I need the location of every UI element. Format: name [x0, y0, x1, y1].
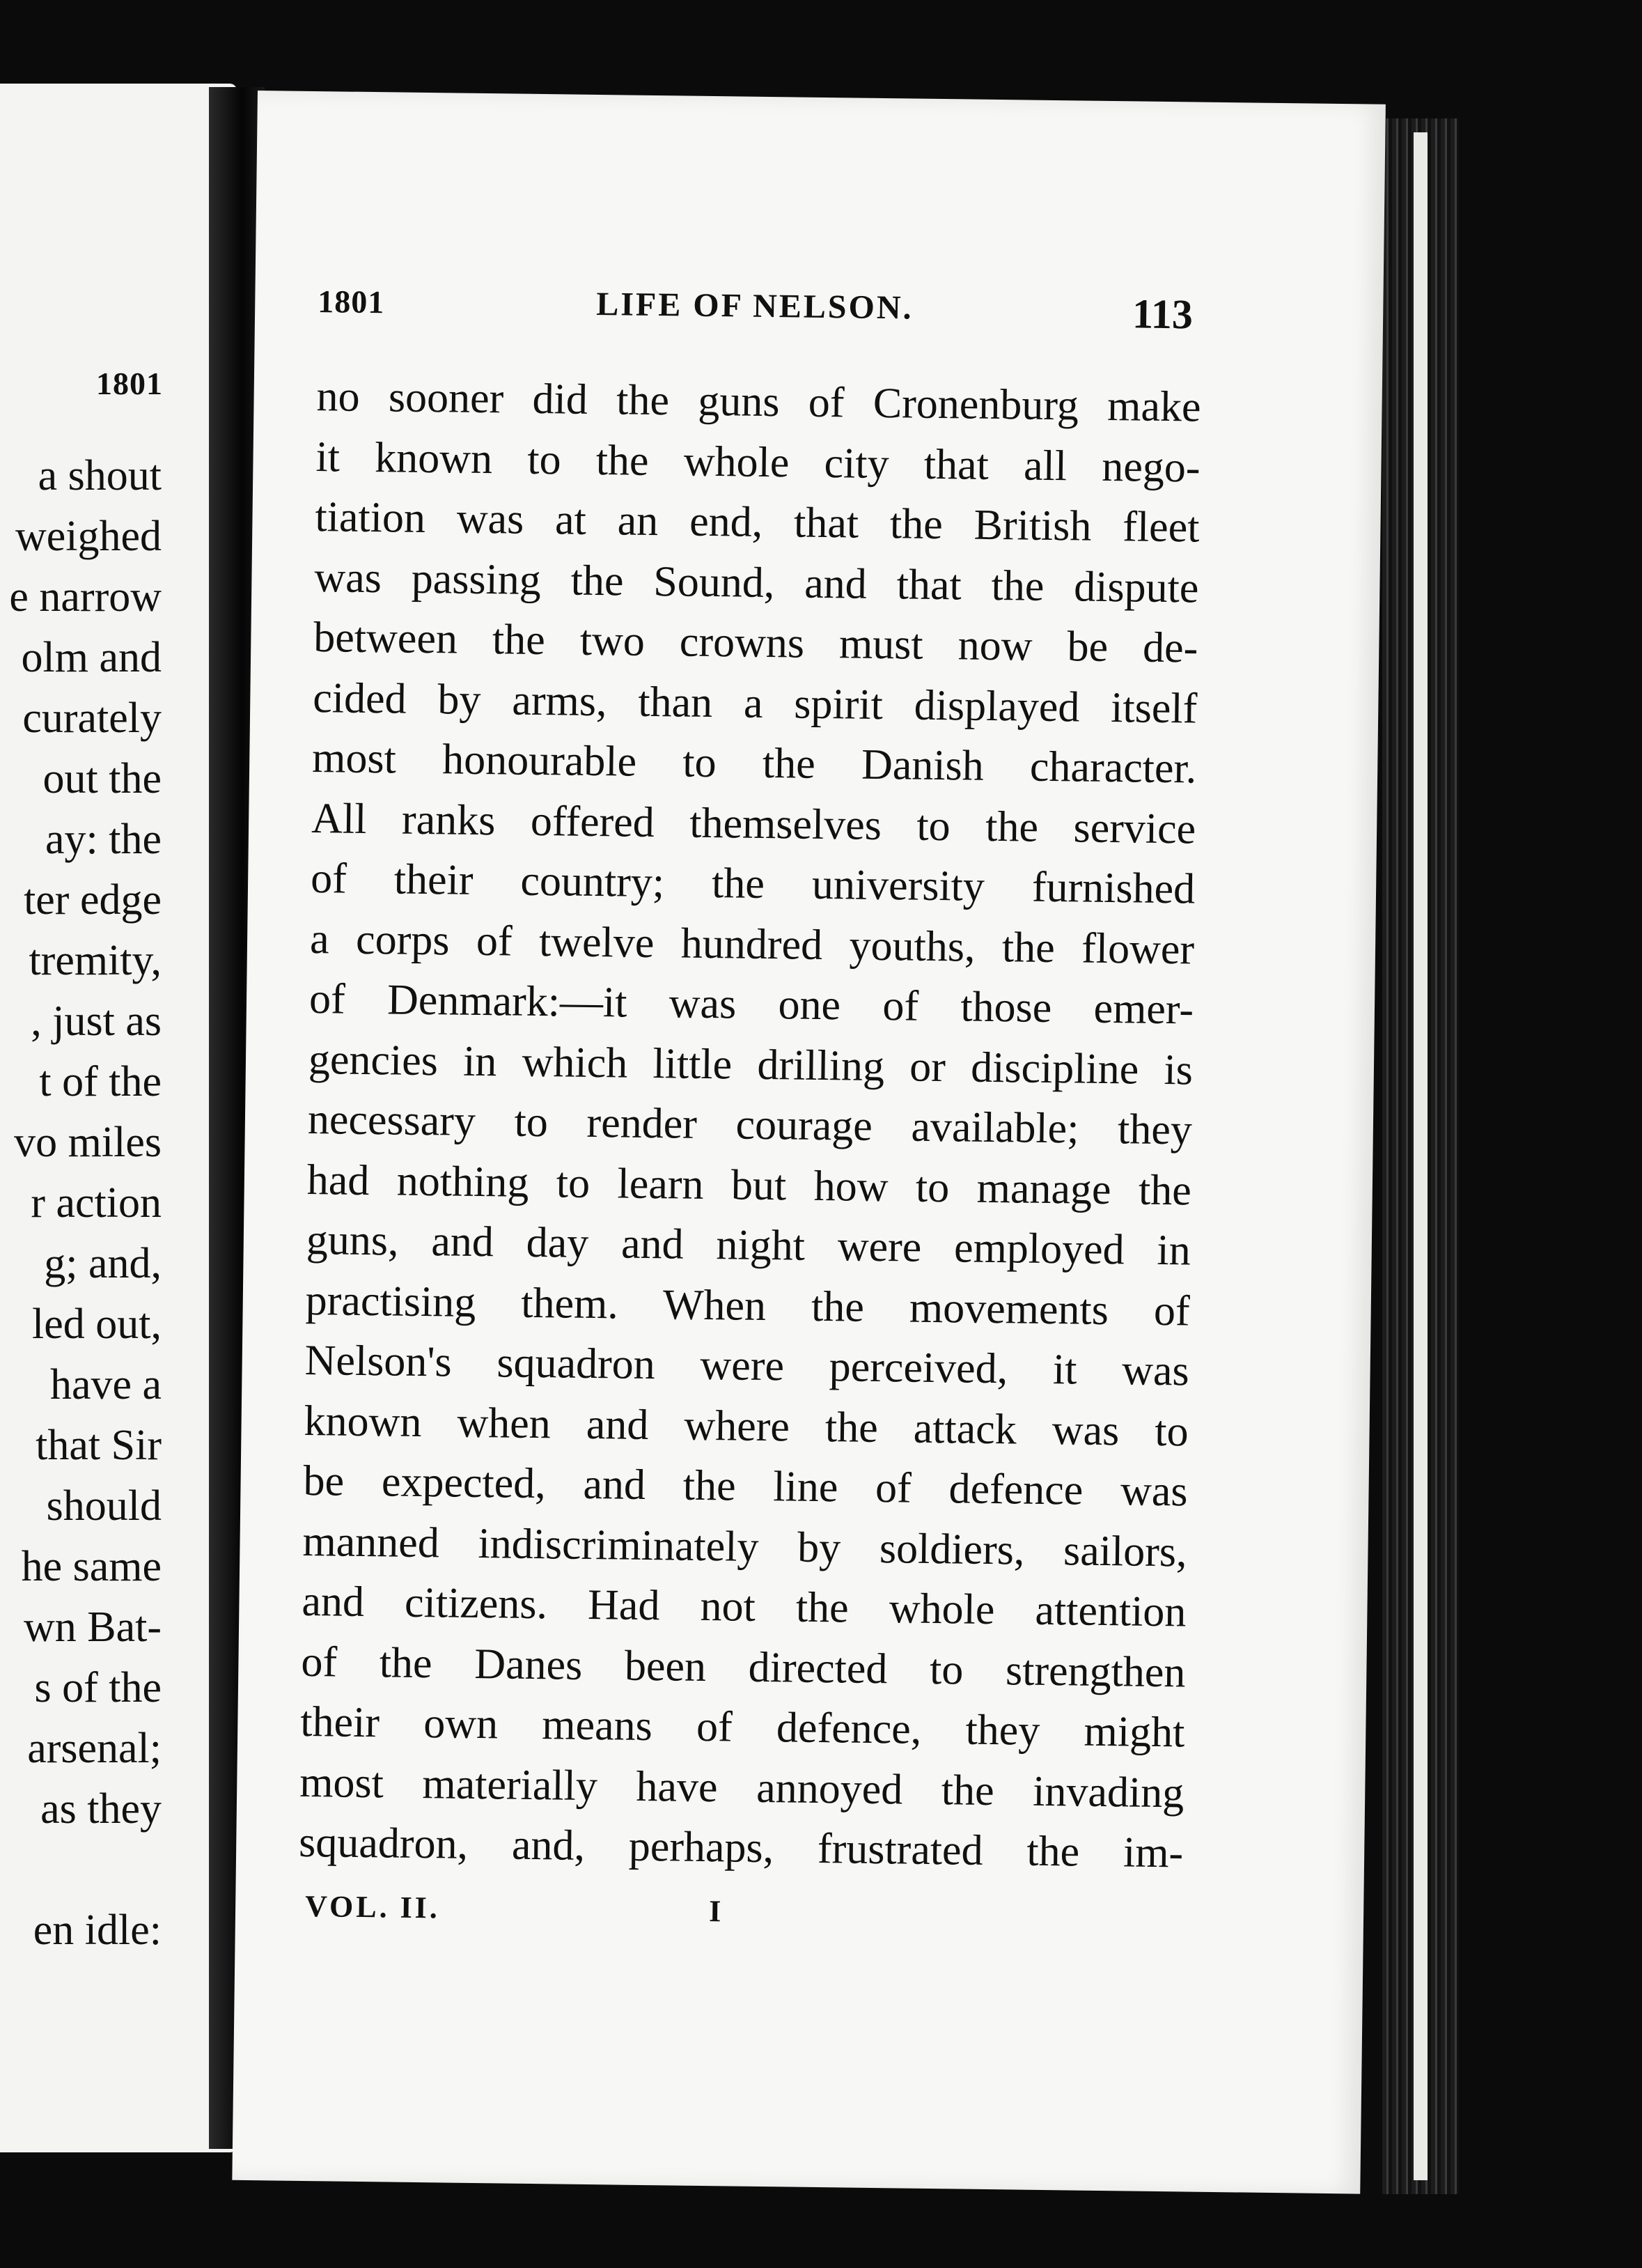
text-line: manned indiscriminately by soldiers, sailors,	[302, 1517, 1187, 1576]
left-text-line: arsenal;	[27, 1725, 162, 1772]
left-text-line: weighed	[15, 513, 162, 560]
text-line: squadron, and, perhaps, frustrated the im-	[298, 1818, 1184, 1877]
left-text-line: s of the	[34, 1664, 162, 1711]
text-line: All ranks offered themselves to the service	[311, 794, 1196, 853]
left-text-line: that Sir	[36, 1422, 162, 1469]
running-head-year: 1801	[317, 284, 385, 320]
text-line: of the Danes been directed to strengthen	[301, 1638, 1186, 1696]
text-line: necessary to render courage available; they	[307, 1095, 1193, 1154]
text-line: had nothing to learn but how to manage the	[306, 1156, 1192, 1214]
volume-signature: VOL. II.	[304, 1889, 441, 1925]
running-head	[317, 276, 1194, 342]
text-line: most materially have annoyed the invading	[299, 1758, 1184, 1817]
left-text-line: tremity,	[29, 937, 162, 984]
text-line: cided by arms, than a spirit displayed itself	[312, 674, 1198, 733]
left-text-line: en idle:	[33, 1906, 162, 1954]
left-text-line: t of the	[39, 1058, 162, 1105]
left-text-line: he same	[21, 1543, 162, 1590]
left-text-line: olm and	[21, 634, 162, 681]
left-page-text	[0, 446, 162, 1961]
left-text-line: wn Bat-	[23, 1603, 162, 1651]
text-line: known when and where the attack was to	[304, 1397, 1189, 1455]
left-text-line: out the	[42, 755, 162, 802]
left-text-line: curately	[22, 694, 162, 742]
left-text-line: ay: the	[45, 816, 162, 863]
text-line: was passing the Sound, and that the dispute	[314, 553, 1199, 612]
left-text-line: g; and,	[44, 1240, 162, 1287]
text-line: of Denmark:—it was one of those emer-	[308, 975, 1194, 1034]
right-page	[232, 91, 1386, 2194]
page-number: 113	[1132, 290, 1194, 338]
left-text-line: should	[46, 1482, 162, 1530]
page-edge-strip	[1414, 132, 1428, 2180]
text-line: between the two crowns must now be de-	[313, 614, 1198, 672]
text-line: Nelson's squadron were perceived, it was	[304, 1336, 1190, 1395]
text-line: of their country; the university furnished	[310, 855, 1196, 913]
page-footer	[305, 1888, 1176, 1941]
text-line: their own means of defence, they might	[299, 1698, 1185, 1757]
left-text-line	[0, 1840, 162, 1900]
text-line: gencies in which little drilling or discipline is	[308, 1035, 1194, 1094]
left-text-line: as they	[40, 1785, 162, 1833]
left-page	[0, 84, 237, 2152]
left-text-line: e narrow	[9, 573, 162, 621]
left-text-line: , just as	[31, 997, 162, 1045]
text-line: guns, and day and night were employed in	[306, 1215, 1191, 1275]
text-line: it known to the whole city that all nego-	[315, 433, 1201, 492]
text-line: be expected, and the line of defence was	[303, 1457, 1188, 1516]
text-line: no sooner did the guns of Cronenburg make	[316, 373, 1201, 431]
running-head-title: LIFE OF NELSON.	[595, 285, 914, 327]
left-page-folio: 1801	[96, 366, 163, 401]
body-text	[299, 366, 1201, 1883]
text-line: a corps of twelve hundred youths, the flower	[309, 915, 1195, 974]
left-text-line: led out,	[32, 1300, 162, 1348]
left-text-line: ter edge	[24, 876, 162, 924]
left-text-line: vo miles	[14, 1119, 162, 1166]
signature-mark: I	[708, 1894, 721, 1929]
left-text-line: r action	[31, 1179, 162, 1227]
text-line: and citizens. Had not the whole attention	[302, 1577, 1187, 1636]
left-text-line: have a	[49, 1361, 162, 1408]
text-line: tiation was at an end, that the British fleet	[315, 493, 1200, 552]
left-text-line: a shout	[38, 452, 162, 499]
text-line: most honourable to the Danish character.	[311, 734, 1197, 793]
text-line: practising them. When the movements of	[305, 1276, 1191, 1335]
